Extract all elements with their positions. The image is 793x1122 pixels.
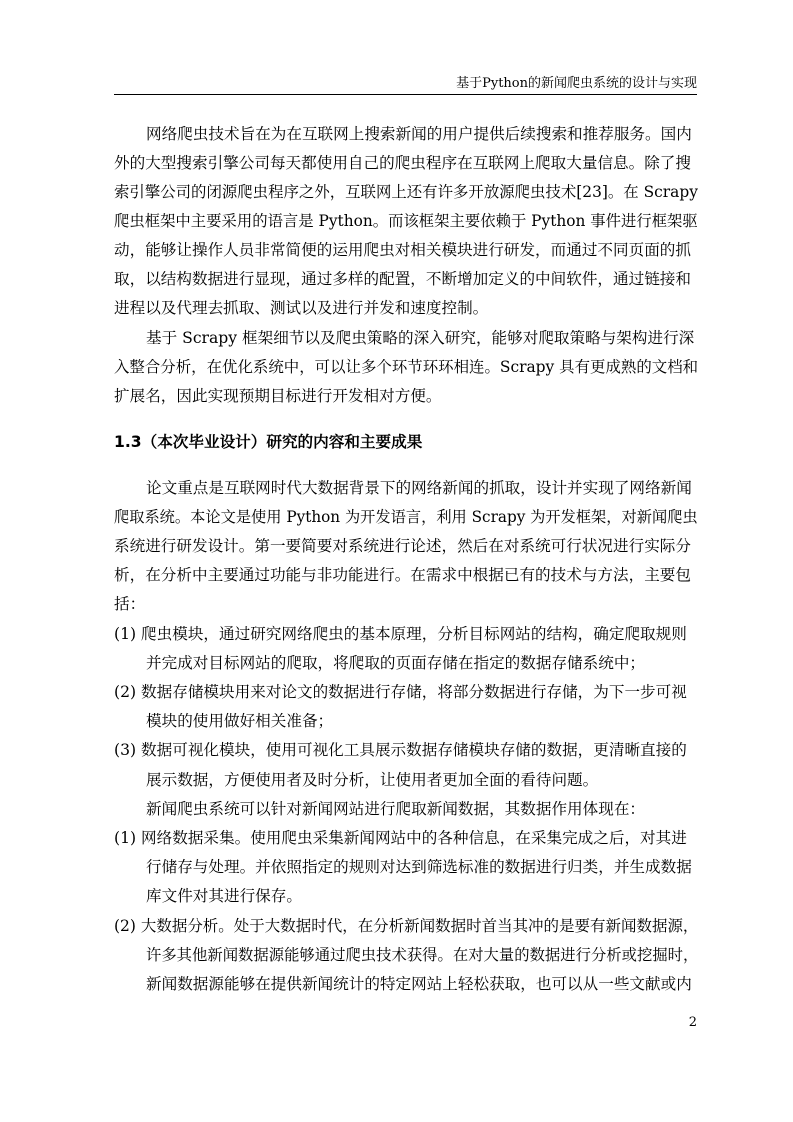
paragraph-line: 爬虫框架中主要采用的语言是 Python。而该框架主要依赖于 Python 事件进行框架驱 (114, 212, 698, 230)
paragraph-line: 进程以及代理去抓取、测试以及进行并发和速度控制。 (114, 299, 489, 317)
list-item-continuation: 行储存与处理。并依照指定的规则对达到筛选标准的数据进行归类，并生成数据 (146, 858, 692, 876)
list-item-continuation: 模块的使用做好相关准备； (146, 712, 334, 730)
body-line: 析，在分析中主要通过功能与非功能进行。在需求中根据已有的技术与方法，主要包 (114, 566, 691, 584)
paragraph-line: 网络爬虫技术旨在为在互联网上搜索新闻的用户提供后续搜索和推荐服务。国内 (146, 125, 692, 143)
body-line: 括： (114, 595, 146, 613)
body-line: 爬取系统。本论文是使用 Python 为开发语言，利用 Scrapy 为开发框架，对新闻爬虫 (114, 508, 698, 526)
section-heading: 1.3（本次毕业设计）研究的内容和主要成果 (114, 433, 423, 451)
list-item-continuation: 展示数据，方便使用者及时分析，让使用者更加全面的看待问题。 (146, 771, 599, 789)
paragraph-line: 入整合分析，在优化系统中，可以让多个环节环环相连。Scrapy 具有更成熟的文档和 (114, 358, 699, 376)
body-line: 新闻爬虫系统可以针对新闻网站进行爬取新闻数据，其数据作用体现在： (146, 800, 646, 818)
list-item: (3) 数据可视化模块，使用可视化工具展示数据存储模块存储的数据，更清晰直接的 (114, 741, 687, 759)
paragraph-line: 动，能够让操作人员非常简便的运用爬虫对相关模块进行研发，而通过不同页面的抓 (114, 241, 691, 259)
paragraph-line: 外的大型搜索引擎公司每天都使用自己的爬虫程序在互联网上爬取大量信息。除了搜 (114, 154, 691, 172)
list-item-continuation: 新闻数据源能够在提供新闻统计的特定网站上轻松获取，也可以从一些文献或内 (146, 975, 692, 993)
paragraph-line: 基于 Scrapy 框架细节以及爬虫策略的深入研究，能够对爬取策略与架构进行深 (146, 329, 695, 347)
paragraph-line: 索引擎公司的闭源爬虫程序之外，互联网上还有许多开放源爬虫技术[23]。在 Scrapy (114, 183, 698, 201)
running-header: 基于Python的新闻爬虫系统的设计与实现 (456, 76, 697, 91)
list-item: (1) 爬虫模块，通过研究网络爬虫的基本原理，分析目标网站的结构，确定爬取规则 (114, 625, 687, 643)
page-number: 2 (688, 1015, 697, 1030)
list-item-continuation: 许多其他新闻数据源能够通过爬虫技术获得。在对大量的数据进行分析或挖掘时， (146, 946, 699, 964)
list-item-continuation: 并完成对目标网站的爬取，将爬取的页面存储在指定的数据存储系统中； (146, 654, 646, 672)
paragraph-line: 扩展名，因此实现预期目标进行开发相对方便。 (114, 387, 442, 405)
body-line: 论文重点是互联网时代大数据背景下的网络新闻的抓取，设计并实现了网络新闻 (146, 479, 692, 497)
list-item: (2) 大数据分析。处于大数据时代，在分析新闻数据时首当其冲的是要有新闻数据源， (114, 917, 699, 935)
body-line: 系统进行研发设计。第一要简要对系统进行论述，然后在对系统可行状况进行实际分 (114, 537, 691, 555)
list-item-continuation: 库文件对其进行保存。 (146, 887, 302, 905)
paragraph-line: 取，以结构数据进行显现，通过多样的配置，不断增加定义的中间软件，通过链接和 (114, 270, 691, 288)
list-item: (1) 网络数据采集。使用爬虫采集新闻网站中的各种信息，在采集完成之后，对其进 (114, 829, 687, 847)
list-item: (2) 数据存储模块用来对论文的数据进行存储，将部分数据进行存储，为下一步可视 (114, 683, 687, 701)
header-divider (114, 94, 697, 95)
